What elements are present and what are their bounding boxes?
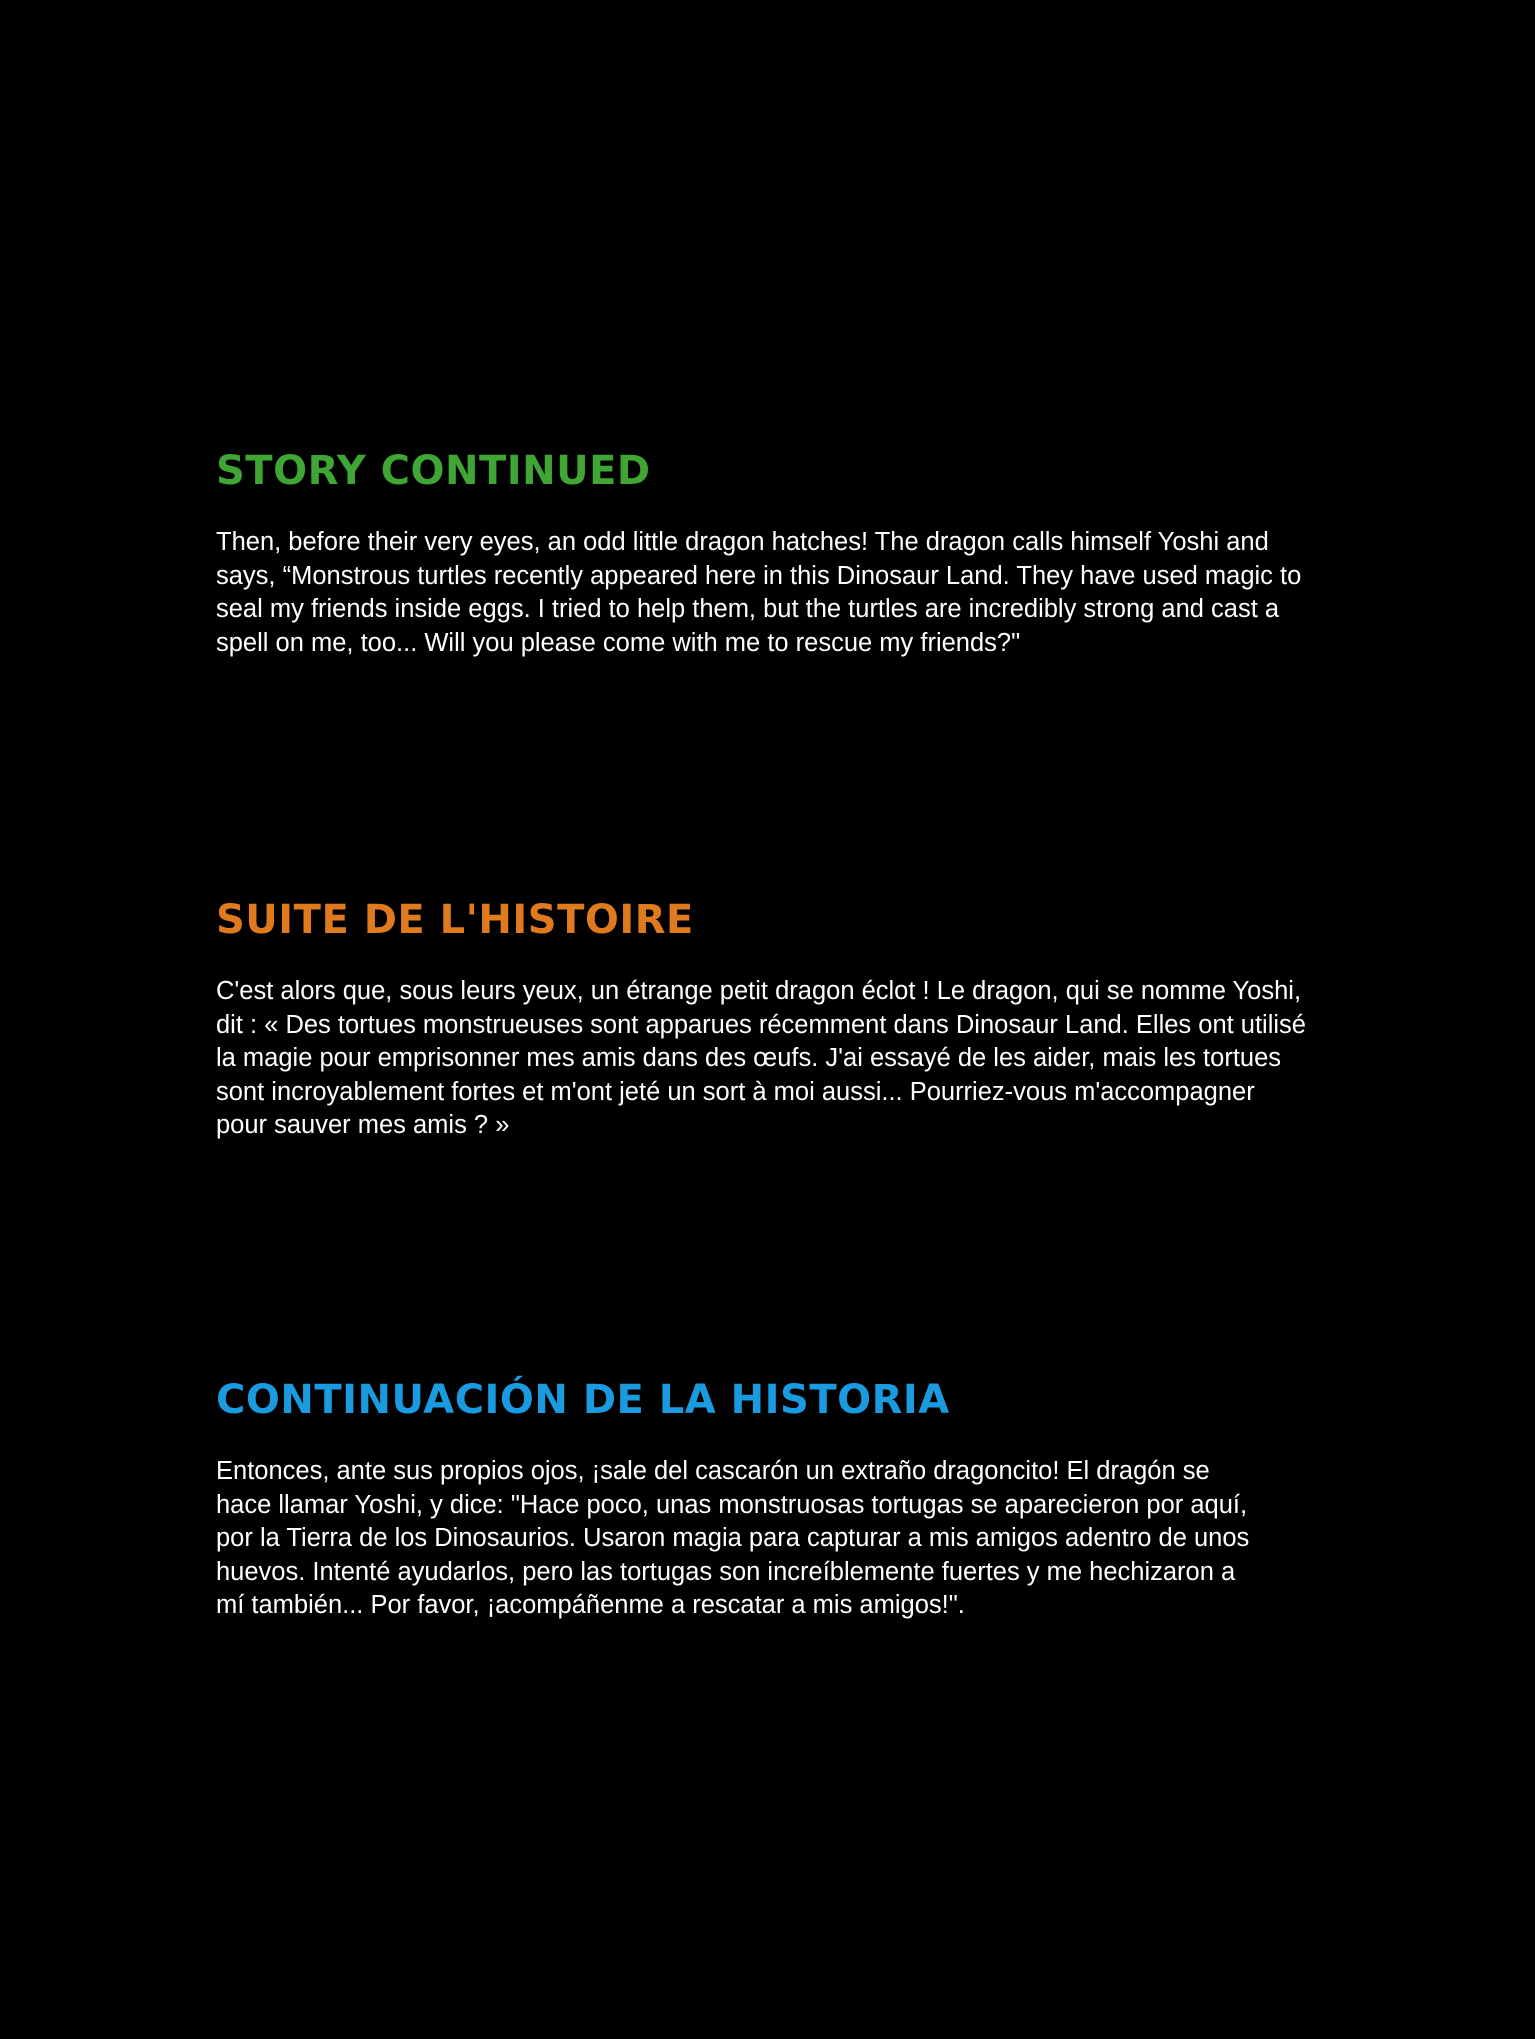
body-line: spell on me, too... Will you please come with me to rescue my friends?" xyxy=(216,628,1021,657)
body-line: mí también... Por favor, ¡acompáñenme a rescatar a mis amigos!". xyxy=(216,1591,965,1619)
story-section-french xyxy=(216,895,1316,1143)
body-line: Entonces, ante sus propios ojos, ¡sale del cascarón un extraño dragoncito! El dragón se xyxy=(216,1457,1210,1485)
body-line: sont incroyablement fortes et m'ont jeté un sort à moi aussi... Pourriez-vous m'accompagner xyxy=(216,1077,1255,1106)
body-line: huevos. Intenté ayudarlos, pero las tortugas son increíblemente fuertes y me hechizaron a xyxy=(216,1557,1236,1586)
section-heading: SUITE DE L'HISTOIRE xyxy=(216,897,694,943)
body-line: por la Tierra de los Dinosaurios. Usaron magia para capturar a mis amigos adentro de unos xyxy=(216,1524,1250,1552)
body-line: C'est alors que, sous leurs yeux, un étrange petit dragon éclot ! Le dragon, qui se nomme Yoshi, xyxy=(216,977,1302,1005)
story-section-spanish xyxy=(216,1375,1316,1623)
section-body xyxy=(216,975,1316,1143)
section-body xyxy=(216,1455,1316,1623)
body-line: la magie pour emprisonner mes amis dans des œufs. J'ai essayé de les aider, mais les tortues xyxy=(216,1044,1282,1072)
section-heading: STORY CONTINUED xyxy=(216,448,651,494)
body-line: hace llamar Yoshi, y dice: "Hace poco, unas monstruosas tortugas se aparecieron por aquí, xyxy=(216,1490,1248,1519)
body-line: seal my friends inside eggs. I tried to help them, but the turtles are incredibly strong and cast a xyxy=(216,595,1280,623)
body-line: pour sauver mes amis ? » xyxy=(216,1111,510,1139)
body-line: Then, before their very eyes, an odd little dragon hatches! The dragon calls himself Yoshi and xyxy=(216,528,1269,556)
section-heading: CONTINUACIÓN DE LA HISTORIA xyxy=(216,1377,950,1423)
story-section-english xyxy=(216,446,1316,660)
body-line: dit : « Des tortues monstrueuses sont apparues récemment dans Dinosaur Land. Elles ont utilisé xyxy=(216,1010,1306,1039)
body-line: says, “Monstrous turtles recently appeared here in this Dinosaur Land. They have used magic to xyxy=(216,561,1302,590)
section-body xyxy=(216,526,1316,660)
